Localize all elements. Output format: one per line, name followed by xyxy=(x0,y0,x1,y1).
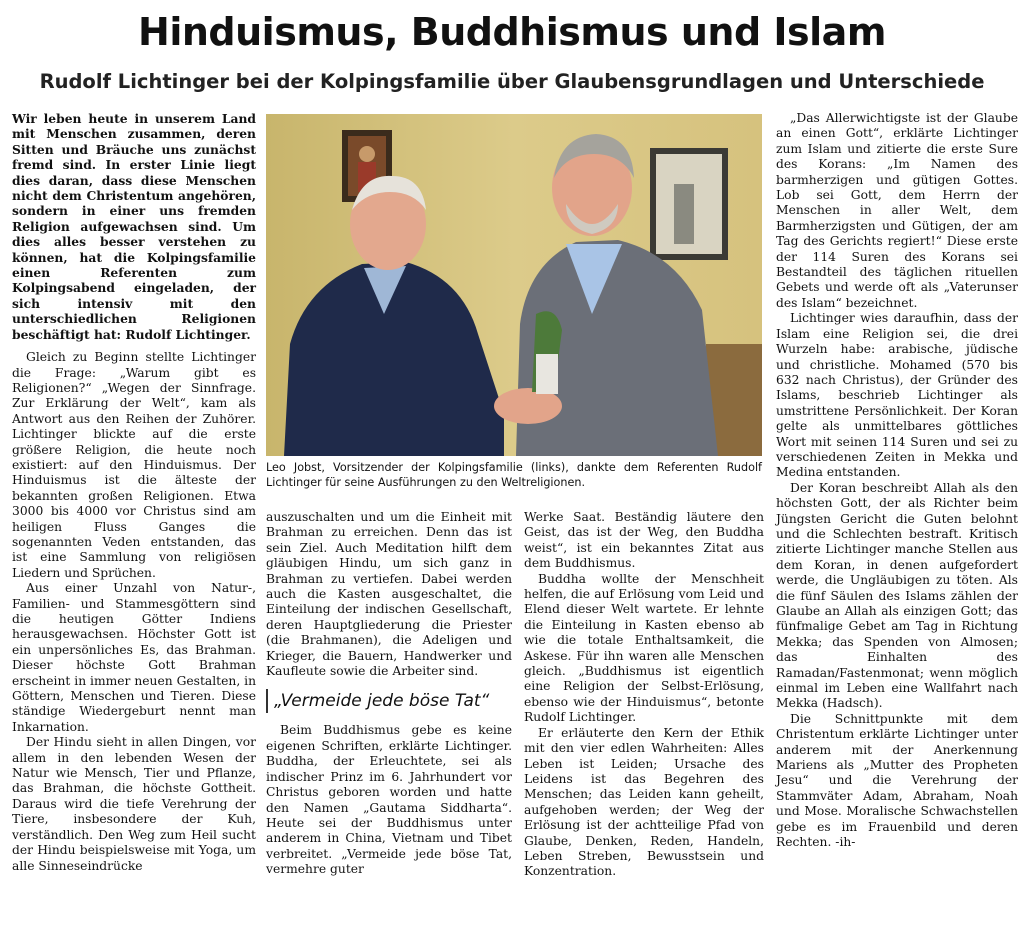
section-heading: „Vermeide jede böse Tat“ xyxy=(266,689,512,713)
paragraph: Die Schnittpunkte mit dem Christentum erklärte Lichtinger unter anderem mit der Anerkennung Mariens als „Mutter des Propheten Jesu“ und die Verehrung der Stammväter Adam, Abraham, Noah und Mose. Moralische Schwachstellen gebe es im Frauenbild und deren Rechten. -ih- xyxy=(776,711,1018,850)
paragraph: Aus einer Unzahl von Natur-, Familien- und Stammesgöttern sind die heutigen Götter Indiens herausgewachsen. Höchster Gott ist ein unpersönliches Es, das Brahman. Dieser höchste Gott Brahman erscheint in immer neuen Gestalten, in Göttern, Menschen und Tieren. Diese ständige Wiedergeburt nennt man Inkarnation. xyxy=(12,581,256,734)
column-3 xyxy=(524,510,764,880)
paragraph: Werke Saat. Beständig läutere den Geist, das ist der Weg, den Buddha weist“, ist ein bekanntes Zitat aus dem Buddhismus. xyxy=(524,510,764,571)
column-2 xyxy=(266,510,512,878)
paragraph: Der Koran beschreibt Allah als den höchsten Gott, der als Richter beim Jüngsten Gericht die Guten belohnt und die Schlechten bestraft. Kritisch zitierte Lichtinger manche Stellen aus dem Koran, in denen aufgefordert werde, die Ungläubigen zu töten. Als die fünf Säulen des Islams zählen der Glaube an Allah als einzigen Gott; das fünfmalige Gebet am Tag in Richtung Mekka; das Spenden von Almosen; das Einhalten des Ramadan/Fastenmonat; wenn möglich einmal im Leben eine Wallfahrt nach Mekka (Hadsch). xyxy=(776,480,1018,711)
paragraph: Gleich zu Beginn stellte Lichtinger die Frage: „Warum gibt es Religionen?“ „Wegen der Sinnfrage. Zur Erklärung der Welt“, kam als Antwort aus den Reihen der Zuhörer. Lichtinger blickte auf die erste größere Religion, die heute noch existiert: auf den Hinduismus. Der Hinduismus ist die älteste der bekannten großen Religionen. Etwa 3000 bis 4000 vor Christus sind am heiligen Fluss Ganges die sogenannten Veden entstanden, das ist eine Sammlung von religiösen Liedern und Sprüchen. xyxy=(12,350,256,580)
paragraph: Buddha wollte der Menschheit helfen, die auf Erlösung vom Leid und Elend dieser Welt wartete. Er lehnte die Einteilung in Kasten ebenso ab wie die totale Enthaltsamkeit, die Askese. Für ihn waren alle Menschen gleich. „Buddhismus ist eigentlich eine Religion der Selbst-Erlösung, ebenso wie der Hinduismus“, betonte Rudolf Lichtinger. xyxy=(524,571,764,725)
paragraph: Beim Buddhismus gebe es keine eigenen Schriften, erklärte Lichtinger. Buddha, der Erleuchtete, sei als indischer Prinz im 6. Jahrhundert vor Christus geboren worden und hatte den Namen „Gautama Siddharta“. Heute sei der Buddhismus unter anderem in China, Vietnam und Tibet verbreitet. „Vermeide jede böse Tat, vermehre guter xyxy=(266,723,512,877)
paragraph: Er erläuterte den Kern der Ethik mit den vier edlen Wahrheiten: Alles Leben ist Leiden; Ursache des Leidens ist das Begehren des Menschen; das Leiden kann geheilt, aufgehoben werden; der Weg der Erlösung ist der achtteilige Pfad von Glaube, Denken, Reden, Handeln, Leben Streben, Bewusstsein und Konzentration. xyxy=(524,725,764,879)
headline: Hinduismus, Buddhismus und Islam xyxy=(138,10,886,54)
article-photo xyxy=(266,114,762,456)
column-1 xyxy=(12,111,256,874)
paragraph: Der Hindu sieht in allen Dingen, vor allem in den lebenden Wesen der Natur wie Mensch, Tier und Pflanze, das Brahman, die höchste Gottheit. Daraus wird die tiefe Verehrung der Tiere, insbesondere der Kuh, verständlich. Den Weg zum Heil sucht der Hindu beispielsweise mit Yoga, um alle Sinneseindrücke xyxy=(12,735,256,873)
subheadline: Rudolf Lichtinger bei der Kolpingsfamilie über Glaubensgrundlagen und Unterschiede xyxy=(39,70,985,93)
lead-paragraph: Wir leben heute in unserem Land mit Menschen zusammen, deren Sitten und Bräuche uns zunächst fremd sind. In erster Linie liegt dies daran, dass diese Menschen nicht dem Christentum angehören, sondern in einer uns fremden Religion aufgewachsen sind. Um dies alles besser verstehen zu können, hat die Kolpingsfamilie einen Referenten zum Kolpingsabend eingeladen, der sich intensiv mit den unterschiedlichen Religionen beschäftigt hat: Rudolf Lichtinger. xyxy=(12,111,256,342)
photo-illustration xyxy=(266,114,762,456)
paragraph: „Das Allerwichtigste ist der Glaube an einen Gott“, erklärte Lichtinger zum Islam und zitierte die erste Sure des Korans: „Im Namen des barmherzigen und gütigen Gottes. Lob sei Gott, dem Herrn der Menschen in aller Welt, dem Barmherzigsten und Gütigen, der am Tag des Gerichts regiert!“ Diese erste der 114 Suren des Korans sei Bestandteil des täglichen rituellen Gebets und werde oft als „Vaterunser des Islam“ bezeichnet. xyxy=(776,111,1018,310)
photo-caption: Leo Jobst, Vorsitzender der Kolpingsfamilie (links), dankte dem Referenten Rudolf Lichtinger für seine Ausführungen zu den Weltreligionen. xyxy=(266,461,762,489)
column-4 xyxy=(776,111,1018,851)
paragraph: Lichtinger wies daraufhin, dass der Islam eine Religion sei, die drei Wurzeln habe: arabische, jüdische und christliche. Mohamed (570 bis 632 nach Christus), der Gründer des Islams, beschrieb Lichtinger als umstrittene Persönlichkeit. Der Koran gelte als unmittelbares göttliches Wort mit seinen 114 Suren und sei zu verschiedenen Zeiten in Mekka und Medina entstanden. xyxy=(776,311,1018,480)
paragraph: auszuschalten und um die Einheit mit Brahman zu erreichen. Denn das ist sein Ziel. Auch Meditation hilft dem gläubigen Hindu, um sich ganz in Brahman zu vertiefen. Dabei werden auch die Kasten ausgeschaltet, die Einteilung der indischen Gesellschaft, deren Hauptgliederung die Priester (die Brahmanen), die Adeligen und Krieger, die Bauern, Handwerker und Kaufleute sowie die Arbeiter sind. xyxy=(266,510,512,679)
